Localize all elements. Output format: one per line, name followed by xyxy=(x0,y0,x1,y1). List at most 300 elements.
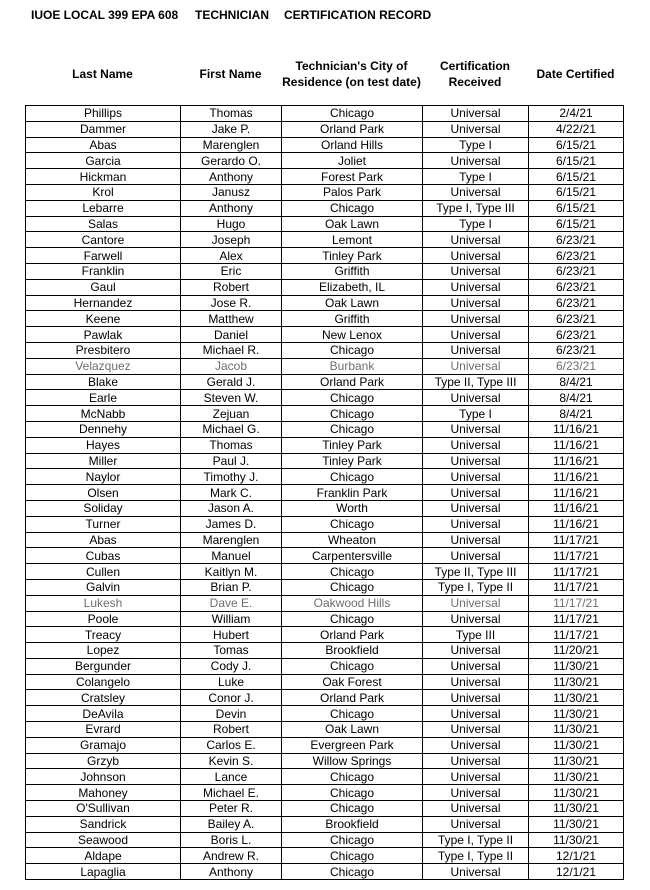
city-cell: Chicago xyxy=(282,864,423,880)
certification-cell: Universal xyxy=(423,500,529,516)
first-name-cell: Devin xyxy=(181,706,282,722)
table-row xyxy=(26,200,624,216)
col-head-city: Technician's City of Residence (on test date) xyxy=(282,59,421,89)
certification-cell: Universal xyxy=(423,722,529,738)
table-row xyxy=(26,137,624,153)
date-cell: 11/16/21 xyxy=(529,421,624,437)
table-row xyxy=(26,722,624,738)
table-row xyxy=(26,406,624,422)
first-name-cell: Matthew xyxy=(181,311,282,327)
date-cell: 8/4/21 xyxy=(529,406,624,422)
table-body xyxy=(26,106,624,880)
last-name-cell: Gaul xyxy=(26,279,181,295)
city-cell: Tinley Park xyxy=(282,248,423,264)
certification-cell: Type I, Type II xyxy=(423,848,529,864)
document-header xyxy=(31,8,431,22)
certification-cell: Universal xyxy=(423,263,529,279)
date-cell: 11/30/21 xyxy=(529,816,624,832)
last-name-cell: Sandrick xyxy=(26,816,181,832)
certification-cell: Universal xyxy=(423,595,529,611)
date-cell: 11/16/21 xyxy=(529,500,624,516)
last-name-cell: Krol xyxy=(26,184,181,200)
date-cell: 11/30/21 xyxy=(529,769,624,785)
city-cell: Oakwood Hills xyxy=(282,595,423,611)
date-cell: 11/16/21 xyxy=(529,516,624,532)
table-row xyxy=(26,769,624,785)
first-name-cell: Gerald J. xyxy=(181,374,282,390)
first-name-cell: William xyxy=(181,611,282,627)
first-name-cell: Jose R. xyxy=(181,295,282,311)
certification-cell: Universal xyxy=(423,453,529,469)
last-name-cell: Aldape xyxy=(26,848,181,864)
date-cell: 6/15/21 xyxy=(529,153,624,169)
city-cell: Chicago xyxy=(282,832,423,848)
first-name-cell: Jake P. xyxy=(181,121,282,137)
table-row xyxy=(26,801,624,817)
col-head-certification: Certification Received xyxy=(439,59,510,89)
last-name-cell: Turner xyxy=(26,516,181,532)
last-name-cell: Seawood xyxy=(26,832,181,848)
date-cell: 6/23/21 xyxy=(529,358,624,374)
city-cell: Worth xyxy=(282,500,423,516)
table-row xyxy=(26,263,624,279)
table-row xyxy=(26,516,624,532)
date-cell: 11/30/21 xyxy=(529,737,624,753)
date-cell: 12/1/21 xyxy=(529,864,624,880)
first-name-cell: Alex xyxy=(181,248,282,264)
certification-cell: Universal xyxy=(423,327,529,343)
first-name-cell: Robert xyxy=(181,279,282,295)
table-row xyxy=(26,169,624,185)
date-cell: 6/23/21 xyxy=(529,263,624,279)
certification-cell: Type II, Type III xyxy=(423,564,529,580)
city-cell: Joliet xyxy=(282,153,423,169)
certification-cell: Universal xyxy=(423,311,529,327)
date-cell: 11/30/21 xyxy=(529,690,624,706)
date-cell: 11/17/21 xyxy=(529,564,624,580)
certification-cell: Universal xyxy=(423,248,529,264)
table-row xyxy=(26,311,624,327)
table-row xyxy=(26,864,624,880)
last-name-cell: Earle xyxy=(26,390,181,406)
table-row xyxy=(26,106,624,122)
last-name-cell: Poole xyxy=(26,611,181,627)
city-cell: Chicago xyxy=(282,106,423,122)
first-name-cell: Eric xyxy=(181,263,282,279)
date-cell: 11/30/21 xyxy=(529,785,624,801)
city-cell: Lemont xyxy=(282,232,423,248)
last-name-cell: Hayes xyxy=(26,437,181,453)
certification-cell: Type I, Type III xyxy=(423,200,529,216)
first-name-cell: Timothy J. xyxy=(181,469,282,485)
date-cell: 11/30/21 xyxy=(529,706,624,722)
table-row xyxy=(26,690,624,706)
date-cell: 2/4/21 xyxy=(529,106,624,122)
first-name-cell: Hubert xyxy=(181,627,282,643)
last-name-cell: Naylor xyxy=(26,469,181,485)
date-cell: 11/16/21 xyxy=(529,437,624,453)
last-name-cell: Mahoney xyxy=(26,785,181,801)
date-cell: 6/23/21 xyxy=(529,248,624,264)
table-row xyxy=(26,469,624,485)
last-name-cell: Keene xyxy=(26,311,181,327)
table-row xyxy=(26,832,624,848)
date-cell: 11/16/21 xyxy=(529,469,624,485)
date-cell: 6/23/21 xyxy=(529,327,624,343)
table-row xyxy=(26,706,624,722)
city-cell: Palos Park xyxy=(282,184,423,200)
table-row xyxy=(26,248,624,264)
table-row xyxy=(26,342,624,358)
date-cell: 11/17/21 xyxy=(529,595,624,611)
last-name-cell: Miller xyxy=(26,453,181,469)
first-name-cell: Anthony xyxy=(181,200,282,216)
last-name-cell: Hickman xyxy=(26,169,181,185)
first-name-cell: James D. xyxy=(181,516,282,532)
city-cell: Carpentersville xyxy=(282,548,423,564)
city-cell: New Lenox xyxy=(282,327,423,343)
city-cell: Forest Park xyxy=(282,169,423,185)
table-row xyxy=(26,848,624,864)
certification-cell: Type I xyxy=(423,216,529,232)
last-name-cell: Cantore xyxy=(26,232,181,248)
certification-cell: Universal xyxy=(423,437,529,453)
last-name-cell: Soliday xyxy=(26,500,181,516)
table-row xyxy=(26,279,624,295)
city-cell: Chicago xyxy=(282,801,423,817)
first-name-cell: Zejuan xyxy=(181,406,282,422)
first-name-cell: Thomas xyxy=(181,106,282,122)
date-cell: 11/17/21 xyxy=(529,532,624,548)
city-cell: Chicago xyxy=(282,769,423,785)
last-name-cell: Cratsley xyxy=(26,690,181,706)
city-cell: Tinley Park xyxy=(282,437,423,453)
table-row xyxy=(26,500,624,516)
first-name-cell: Carlos E. xyxy=(181,737,282,753)
first-name-cell: Marenglen xyxy=(181,532,282,548)
last-name-cell: Colangelo xyxy=(26,674,181,690)
col-head-date: Date Certified xyxy=(536,67,615,81)
table-row xyxy=(26,737,624,753)
certification-cell: Type I xyxy=(423,169,529,185)
first-name-cell: Daniel xyxy=(181,327,282,343)
certification-cell: Universal xyxy=(423,658,529,674)
last-name-cell: Grzyb xyxy=(26,753,181,769)
first-name-cell: Robert xyxy=(181,722,282,738)
certification-cell: Universal xyxy=(423,390,529,406)
table-row xyxy=(26,232,624,248)
city-cell: Tinley Park xyxy=(282,453,423,469)
first-name-cell: Marenglen xyxy=(181,137,282,153)
first-name-cell: Bailey A. xyxy=(181,816,282,832)
table-row xyxy=(26,595,624,611)
last-name-cell: Lukesh xyxy=(26,595,181,611)
first-name-cell: Lance xyxy=(181,769,282,785)
certification-cell: Universal xyxy=(423,864,529,880)
certification-cell: Universal xyxy=(423,706,529,722)
last-name-cell: Bergunder xyxy=(26,658,181,674)
table-row xyxy=(26,548,624,564)
certification-table xyxy=(25,105,624,880)
date-cell: 6/15/21 xyxy=(529,137,624,153)
date-cell: 6/23/21 xyxy=(529,342,624,358)
certification-cell: Universal xyxy=(423,769,529,785)
city-cell: Burbank xyxy=(282,358,423,374)
date-cell: 6/15/21 xyxy=(529,184,624,200)
certification-cell: Universal xyxy=(423,737,529,753)
table-row xyxy=(26,374,624,390)
certification-cell: Universal xyxy=(423,753,529,769)
table-row xyxy=(26,532,624,548)
first-name-cell: Kevin S. xyxy=(181,753,282,769)
city-cell: Griffith xyxy=(282,311,423,327)
certification-cell: Universal xyxy=(423,816,529,832)
city-cell: Chicago xyxy=(282,406,423,422)
city-cell: Oak Lawn xyxy=(282,722,423,738)
first-name-cell: Boris L. xyxy=(181,832,282,848)
first-name-cell: Thomas xyxy=(181,437,282,453)
table-row xyxy=(26,643,624,659)
table-row xyxy=(26,579,624,595)
city-cell: Chicago xyxy=(282,785,423,801)
last-name-cell: Dennehy xyxy=(26,421,181,437)
first-name-cell: Paul J. xyxy=(181,453,282,469)
table-row xyxy=(26,358,624,374)
certification-cell: Universal xyxy=(423,611,529,627)
last-name-cell: Garcia xyxy=(26,153,181,169)
certification-cell: Universal xyxy=(423,279,529,295)
certification-cell: Universal xyxy=(423,801,529,817)
date-cell: 6/23/21 xyxy=(529,311,624,327)
table-row xyxy=(26,753,624,769)
certification-cell: Type II, Type III xyxy=(423,374,529,390)
first-name-cell: Tomas xyxy=(181,643,282,659)
last-name-cell: Johnson xyxy=(26,769,181,785)
last-name-cell: O'Sullivan xyxy=(26,801,181,817)
table-row xyxy=(26,674,624,690)
last-name-cell: Lebarre xyxy=(26,200,181,216)
date-cell: 11/30/21 xyxy=(529,674,624,690)
table-row xyxy=(26,816,624,832)
city-cell: Chicago xyxy=(282,421,423,437)
table-row xyxy=(26,437,624,453)
certification-cell: Universal xyxy=(423,674,529,690)
first-name-cell: Conor J. xyxy=(181,690,282,706)
col-head-last-name: Last Name xyxy=(72,67,133,81)
city-cell: Wheaton xyxy=(282,532,423,548)
last-name-cell: Salas xyxy=(26,216,181,232)
certification-cell: Universal xyxy=(423,421,529,437)
table-row xyxy=(26,453,624,469)
first-name-cell: Jason A. xyxy=(181,500,282,516)
city-cell: Oak Lawn xyxy=(282,295,423,311)
date-cell: 11/17/21 xyxy=(529,579,624,595)
table-row xyxy=(26,485,624,501)
table-row xyxy=(26,216,624,232)
city-cell: Chicago xyxy=(282,390,423,406)
first-name-cell: Andrew R. xyxy=(181,848,282,864)
last-name-cell: Galvin xyxy=(26,579,181,595)
certification-cell: Universal xyxy=(423,690,529,706)
city-cell: Chicago xyxy=(282,564,423,580)
table-row xyxy=(26,184,624,200)
city-cell: Chicago xyxy=(282,658,423,674)
certification-cell: Universal xyxy=(423,184,529,200)
date-cell: 11/16/21 xyxy=(529,485,624,501)
city-cell: Orland Park xyxy=(282,121,423,137)
date-cell: 11/17/21 xyxy=(529,611,624,627)
first-name-cell: Steven W. xyxy=(181,390,282,406)
certification-cell: Universal xyxy=(423,643,529,659)
table-row xyxy=(26,153,624,169)
last-name-cell: Pawlak xyxy=(26,327,181,343)
certification-cell: Type I, Type II xyxy=(423,579,529,595)
city-cell: Evergreen Park xyxy=(282,737,423,753)
first-name-cell: Janusz xyxy=(181,184,282,200)
city-cell: Brookfield xyxy=(282,816,423,832)
certification-cell: Type I, Type II xyxy=(423,832,529,848)
city-cell: Willow Springs xyxy=(282,753,423,769)
first-name-cell: Kaitlyn M. xyxy=(181,564,282,580)
certification-cell: Universal xyxy=(423,532,529,548)
last-name-cell: Evrard xyxy=(26,722,181,738)
city-cell: Chicago xyxy=(282,706,423,722)
date-cell: 11/30/21 xyxy=(529,753,624,769)
table-row xyxy=(26,121,624,137)
city-cell: Chicago xyxy=(282,342,423,358)
last-name-cell: Velazquez xyxy=(26,358,181,374)
last-name-cell: DeAvila xyxy=(26,706,181,722)
certification-cell: Universal xyxy=(423,485,529,501)
certification-cell: Universal xyxy=(423,548,529,564)
date-cell: 6/23/21 xyxy=(529,279,624,295)
certification-cell: Universal xyxy=(423,153,529,169)
date-cell: 12/1/21 xyxy=(529,848,624,864)
date-cell: 8/4/21 xyxy=(529,374,624,390)
date-cell: 8/4/21 xyxy=(529,390,624,406)
city-cell: Chicago xyxy=(282,200,423,216)
table-row xyxy=(26,390,624,406)
city-cell: Chicago xyxy=(282,516,423,532)
first-name-cell: Brian P. xyxy=(181,579,282,595)
first-name-cell: Cody J. xyxy=(181,658,282,674)
city-cell: Brookfield xyxy=(282,643,423,659)
last-name-cell: Franklin xyxy=(26,263,181,279)
table-row xyxy=(26,658,624,674)
last-name-cell: McNabb xyxy=(26,406,181,422)
table-row xyxy=(26,627,624,643)
city-cell: Chicago xyxy=(282,611,423,627)
certification-cell: Universal xyxy=(423,469,529,485)
first-name-cell: Michael E. xyxy=(181,785,282,801)
last-name-cell: Cullen xyxy=(26,564,181,580)
header-technician: TECHNICIAN xyxy=(195,8,269,22)
last-name-cell: Presbitero xyxy=(26,342,181,358)
date-cell: 6/15/21 xyxy=(529,200,624,216)
date-cell: 6/15/21 xyxy=(529,216,624,232)
certification-cell: Universal xyxy=(423,106,529,122)
date-cell: 6/15/21 xyxy=(529,169,624,185)
city-cell: Chicago xyxy=(282,469,423,485)
date-cell: 11/20/21 xyxy=(529,643,624,659)
last-name-cell: Hernandez xyxy=(26,295,181,311)
first-name-cell: Anthony xyxy=(181,169,282,185)
date-cell: 6/23/21 xyxy=(529,295,624,311)
first-name-cell: Gerardo O. xyxy=(181,153,282,169)
first-name-cell: Manuel xyxy=(181,548,282,564)
table-row xyxy=(26,327,624,343)
last-name-cell: Treacy xyxy=(26,627,181,643)
city-cell: Orland Park xyxy=(282,690,423,706)
last-name-cell: Olsen xyxy=(26,485,181,501)
last-name-cell: Abas xyxy=(26,137,181,153)
date-cell: 6/23/21 xyxy=(529,232,624,248)
last-name-cell: Gramajo xyxy=(26,737,181,753)
city-cell: Oak Lawn xyxy=(282,216,423,232)
first-name-cell: Hugo xyxy=(181,216,282,232)
last-name-cell: Cubas xyxy=(26,548,181,564)
first-name-cell: Jacob xyxy=(181,358,282,374)
date-cell: 11/17/21 xyxy=(529,548,624,564)
last-name-cell: Abas xyxy=(26,532,181,548)
date-cell: 4/22/21 xyxy=(529,121,624,137)
certification-cell: Universal xyxy=(423,342,529,358)
city-cell: Oak Forest xyxy=(282,674,423,690)
table-row xyxy=(26,564,624,580)
date-cell: 11/30/21 xyxy=(529,722,624,738)
header-org: IUOE LOCAL 399 EPA 608 xyxy=(31,8,179,22)
table-row xyxy=(26,785,624,801)
city-cell: Chicago xyxy=(282,579,423,595)
certification-cell: Universal xyxy=(423,785,529,801)
certification-cell: Type III xyxy=(423,627,529,643)
col-head-first-name: First Name xyxy=(199,67,262,81)
city-cell: Elizabeth, IL xyxy=(282,279,423,295)
date-cell: 11/16/21 xyxy=(529,453,624,469)
city-cell: Griffith xyxy=(282,263,423,279)
city-cell: Orland Park xyxy=(282,374,423,390)
last-name-cell: Dammer xyxy=(26,121,181,137)
first-name-cell: Joseph xyxy=(181,232,282,248)
city-cell: Orland Hills xyxy=(282,137,423,153)
city-cell: Chicago xyxy=(282,848,423,864)
column-headers xyxy=(25,48,623,100)
first-name-cell: Michael R. xyxy=(181,342,282,358)
last-name-cell: Lapaglia xyxy=(26,864,181,880)
table-row xyxy=(26,421,624,437)
last-name-cell: Blake xyxy=(26,374,181,390)
certification-cell: Type I xyxy=(423,406,529,422)
certification-cell: Universal xyxy=(423,295,529,311)
city-cell: Franklin Park xyxy=(282,485,423,501)
city-cell: Orland Park xyxy=(282,627,423,643)
last-name-cell: Farwell xyxy=(26,248,181,264)
first-name-cell: Luke xyxy=(181,674,282,690)
table-row xyxy=(26,611,624,627)
date-cell: 11/30/21 xyxy=(529,658,624,674)
certification-cell: Type I xyxy=(423,137,529,153)
certification-cell: Universal xyxy=(423,516,529,532)
date-cell: 11/30/21 xyxy=(529,801,624,817)
table-row xyxy=(26,295,624,311)
date-cell: 11/17/21 xyxy=(529,627,624,643)
certification-cell: Universal xyxy=(423,358,529,374)
date-cell: 11/30/21 xyxy=(529,832,624,848)
first-name-cell: Peter R. xyxy=(181,801,282,817)
certification-cell: Universal xyxy=(423,121,529,137)
header-record: CERTIFICATION RECORD xyxy=(284,8,432,22)
certification-cell: Universal xyxy=(423,232,529,248)
